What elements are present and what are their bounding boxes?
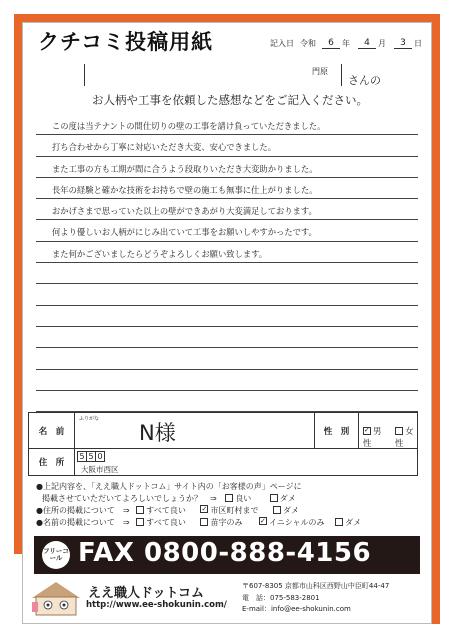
review-line[interactable] bbox=[36, 370, 418, 391]
orange-border-left bbox=[14, 14, 22, 554]
page-title: クチコミ投稿用紙 bbox=[38, 30, 214, 54]
q1-no-checkbox[interactable] bbox=[270, 494, 278, 502]
review-line[interactable]: おかげさまで思っていた以上の壁ができあがり大変満足しております。 bbox=[36, 199, 418, 220]
date-year-unit: 年 bbox=[342, 39, 350, 48]
orange-border-right bbox=[432, 14, 440, 624]
review-line[interactable]: また工事の方も工期が間に合うよう段取りいただき大変助かりました。 bbox=[36, 157, 418, 178]
q2-opt1[interactable] bbox=[136, 506, 186, 515]
gender-options bbox=[363, 425, 417, 449]
fax-banner bbox=[34, 536, 420, 574]
q3-opt4-checkbox[interactable] bbox=[335, 518, 343, 526]
company-suffix: さんの bbox=[348, 74, 381, 87]
consent-section bbox=[36, 481, 426, 529]
address-row bbox=[29, 449, 417, 475]
consent-q2-label: ●住所の掲載について ⇒ bbox=[36, 506, 130, 515]
gender-male-option[interactable] bbox=[363, 425, 385, 449]
zip-code-boxes[interactable] bbox=[77, 451, 104, 462]
review-line[interactable]: 何より優しいお人柄がにじみ出ていて工事をお願いしやすかったです。 bbox=[36, 220, 418, 241]
name-label: 名 前 bbox=[29, 413, 75, 448]
contact-email[interactable]: E-mail：info@ee-shokunin.com bbox=[242, 605, 351, 613]
review-line[interactable] bbox=[36, 391, 418, 412]
q3-opt2[interactable] bbox=[200, 518, 242, 527]
review-line[interactable] bbox=[36, 284, 418, 305]
furigana-label: ふりがな bbox=[79, 416, 100, 422]
address-label: 住 所 bbox=[29, 449, 75, 475]
name-field[interactable] bbox=[75, 413, 315, 448]
gender-label: 性 別 bbox=[315, 413, 359, 448]
contact-address: 〒607-8305 京都市山科区西野山中臣町44-47 bbox=[242, 582, 390, 590]
q3-opt2-label: 苗字のみ bbox=[210, 518, 243, 527]
q3-opt4[interactable] bbox=[335, 518, 361, 527]
consent-q1-text: ●上記内容を、「ええ職人ドットコム」サイト内の「お客様の声」ページに bbox=[36, 482, 302, 491]
zip-digit[interactable]: 5 bbox=[77, 451, 87, 462]
name-value: N様 bbox=[139, 421, 176, 445]
q1-yes-checkbox[interactable] bbox=[225, 494, 233, 502]
entry-date bbox=[270, 38, 430, 49]
q3-opt1[interactable] bbox=[136, 518, 186, 527]
q2-opt2-checkbox[interactable] bbox=[200, 505, 208, 513]
contact-info bbox=[242, 581, 389, 616]
date-era: 令和 bbox=[300, 39, 316, 48]
review-line[interactable]: 長年の経験と確かな技術をお持ちで壁の施工も無事に仕上がりました。 bbox=[36, 178, 418, 199]
q3-opt3[interactable] bbox=[259, 518, 325, 527]
free-call-badge: フリーコール bbox=[42, 541, 70, 569]
male-checkbox[interactable] bbox=[363, 427, 371, 435]
review-lines[interactable] bbox=[36, 114, 418, 412]
zip-digit[interactable]: 0 bbox=[95, 451, 105, 462]
q2-opt1-label: すべて良い bbox=[146, 506, 186, 515]
q3-opt3-label: イニシャルのみ bbox=[269, 518, 325, 527]
date-month-unit: 月 bbox=[378, 39, 386, 48]
review-line[interactable] bbox=[36, 327, 418, 348]
contact-tel[interactable]: 電 話：075-583-2801 bbox=[242, 593, 320, 602]
q1-no-label: ダメ bbox=[279, 494, 296, 503]
q3-opt2-checkbox[interactable] bbox=[200, 518, 208, 526]
q2-opt2[interactable] bbox=[200, 506, 258, 515]
review-line[interactable]: この度は当テナントの間仕切りの壁の工事を請け負っていただきました。 bbox=[36, 114, 418, 135]
date-day-unit: 日 bbox=[414, 39, 422, 48]
review-line[interactable]: また何かございましたらどうぞよろしくお願い致します。 bbox=[36, 242, 418, 263]
review-line[interactable] bbox=[36, 263, 418, 284]
male-label: 男性 bbox=[363, 427, 382, 449]
female-checkbox[interactable] bbox=[395, 427, 403, 435]
footer bbox=[24, 578, 432, 622]
consent-q3-row bbox=[36, 517, 426, 529]
q2-opt1-checkbox[interactable] bbox=[136, 506, 144, 514]
consent-q1-question: 掲載させていただいてよろしいでしょうか？ ⇒ bbox=[42, 494, 217, 503]
company-name-value: 門原 bbox=[312, 67, 328, 76]
date-month[interactable]: 4 bbox=[358, 38, 376, 49]
q1-yes-label: 良い bbox=[235, 494, 252, 503]
customer-info-form bbox=[28, 412, 418, 476]
q3-opt1-label: すべて良い bbox=[146, 518, 186, 527]
q2-opt3-checkbox[interactable] bbox=[273, 506, 281, 514]
consent-q1-row bbox=[36, 493, 426, 505]
review-prompt: お人柄や工事を依頼した感想などをご記入ください。 bbox=[92, 93, 368, 107]
q2-opt2-label: 市区町村まで bbox=[210, 506, 259, 515]
name-row bbox=[29, 413, 417, 449]
q3-opt1-checkbox[interactable] bbox=[136, 518, 144, 526]
fax-number[interactable]: FAX 0800-888-4156 bbox=[78, 538, 372, 568]
review-line[interactable] bbox=[36, 306, 418, 327]
zip-digit[interactable]: 5 bbox=[86, 451, 96, 462]
consent-q1-yes-option[interactable] bbox=[225, 494, 251, 503]
q3-opt4-label: ダメ bbox=[345, 518, 362, 527]
date-label: 記入日 bbox=[270, 39, 294, 48]
date-day[interactable]: 3 bbox=[394, 38, 412, 49]
q2-opt3-label: ダメ bbox=[283, 506, 300, 515]
review-line[interactable]: 打ち合わせから丁寧に対応いただき大変、安心できました。 bbox=[36, 135, 418, 156]
orange-border-top bbox=[14, 14, 440, 22]
female-label: 女性 bbox=[395, 427, 414, 449]
brand-name: ええ職人ドットコム bbox=[88, 586, 204, 601]
consent-q3-label: ●名前の掲載について ⇒ bbox=[36, 518, 130, 527]
consent-q2-row bbox=[36, 505, 426, 517]
date-year[interactable]: 6 bbox=[322, 38, 340, 49]
gender-female-option[interactable] bbox=[395, 425, 417, 449]
address-value: 大阪市西区 bbox=[81, 465, 119, 474]
consent-q1-no-option[interactable] bbox=[270, 494, 296, 503]
q2-opt3[interactable] bbox=[273, 506, 299, 515]
q3-opt3-checkbox[interactable] bbox=[259, 517, 267, 525]
review-line[interactable] bbox=[36, 348, 418, 369]
house-mascot-icon bbox=[30, 580, 82, 616]
brand-url[interactable]: http://www.ee-shokunin.com/ bbox=[86, 600, 227, 610]
company-name-field[interactable] bbox=[84, 64, 342, 86]
